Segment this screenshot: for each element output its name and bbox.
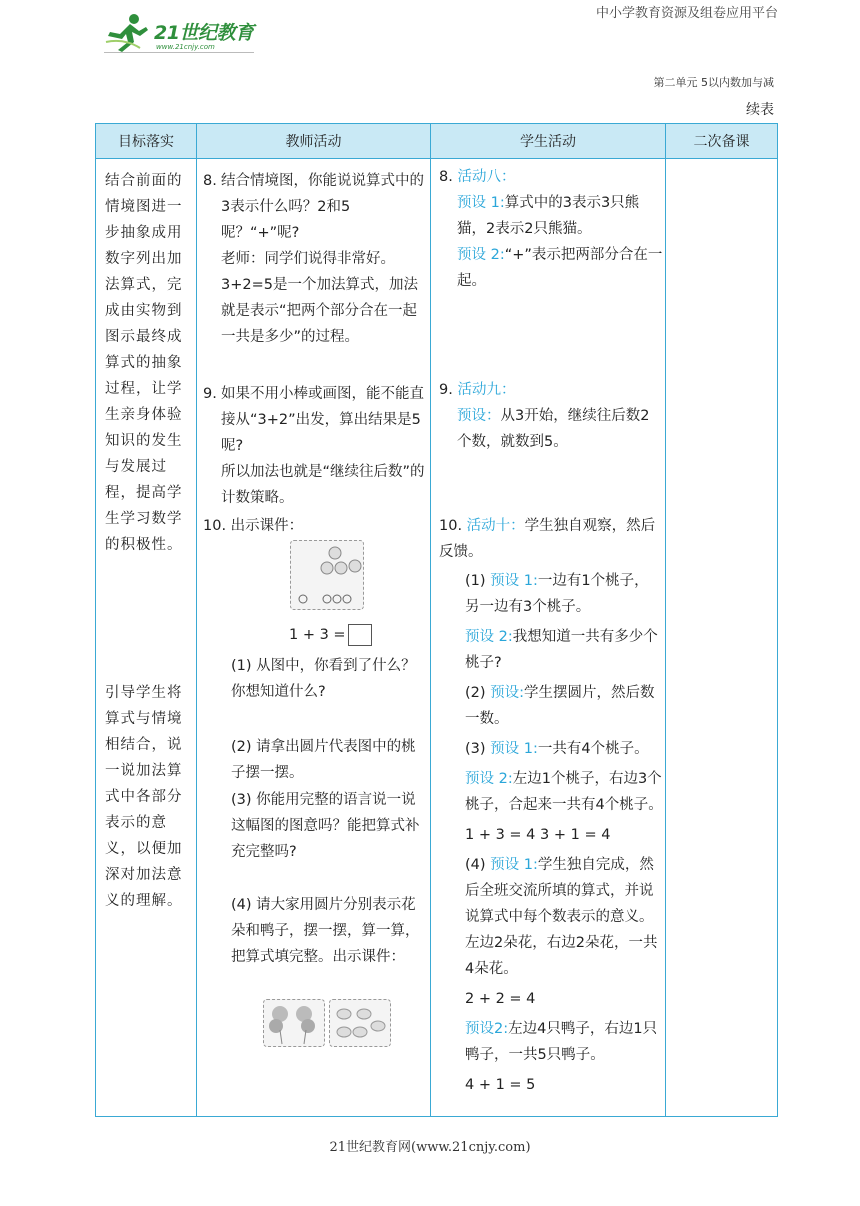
answer-box xyxy=(348,624,372,646)
teacher-item-9: 9. 如果不用小棒或画图，能不能直接从“3+2”出发，算出结果是5呢? 所以加法也就是“继续往后数”的计数策略。 xyxy=(203,386,425,506)
lesson-table xyxy=(95,123,778,1117)
teacher-q1: (1) 从图中，你看到了什么？你想知道什么? xyxy=(231,658,416,700)
student-item-10: 10. 活动十：学生独自观察，然后反馈。 xyxy=(439,518,656,560)
teacher-q4: (4) 请大家用圆片分别表示花朵和鸭子，摆一摆，算一算，把算式填完整。出示课件： xyxy=(231,897,420,965)
peach-drawing xyxy=(291,541,363,609)
equation-blank: 1 + 3 = xyxy=(289,622,372,648)
teacher-q3: (3) 你能用完整的语言说一说这幅图的图意吗？能把算式补充完整吗? xyxy=(231,792,420,860)
teacher-item-10: 10. 出示课件： xyxy=(203,518,304,534)
duck-image xyxy=(329,999,391,1047)
header-teacher: 教师活动 xyxy=(197,124,431,159)
goal-text-1: 结合前面的情境图进一步抽象成用数字列出加法算式，完成由实物到图示最终成算式的抽象过程，让学生亲身体验知识的发生与发展过程，提高学生学习数学的积极性。 xyxy=(105,173,183,553)
goal-cell xyxy=(96,159,197,1117)
student-item-8: 8. 活动八： 预设 1:算式中的3表示3只熊猫，2表示2只熊猫。 预设 2:“+”表示把两部分合在一起。 xyxy=(439,169,663,289)
header-divider xyxy=(104,52,254,53)
continued-label: 续表 xyxy=(746,102,774,118)
logo-text: 21世纪教育 xyxy=(154,22,254,44)
student-item-9: 9. 活动九： 预设：从3开始，继续往后数2个数，就数到5。 xyxy=(439,382,650,450)
flower-drawing xyxy=(264,1000,324,1046)
flower-image xyxy=(263,999,325,1047)
unit-title: 第二单元 5以内数加与减 xyxy=(653,76,774,89)
header-student: 学生活动 xyxy=(431,124,666,159)
page-footer: 21世纪教育网(www.21cnjy.com) xyxy=(329,1140,531,1155)
platform-name: 中小学教育资源及组卷应用平台 xyxy=(595,6,778,21)
notes-cell xyxy=(666,159,778,1117)
header-goal: 目标落实 xyxy=(96,124,197,159)
student-answers: (1) 预设 1:一边有1个桃子，另一边有3个桃子。 预设 2:我想知道一共有多少个桃子? (2) 预设:学生摆圆片，然后数一数。 (3) 预设 1:一共有4个桃子。 预设 2:左边1个桃子，右边3个桃子，合起来一共有4个桃子。 1 + 3 = 4 3 + 1 = 4 (4) 预设 1:学生独自完成，然后全班交流所填的算式，并说说算式中每个数表示的意义。左边2朵花，右边2朵花，一共4朵花。 2 + 2 = 4 预设2:左边4只鸭子，右边1只鸭子，一共5只鸭子。 4 + 1 = 5 xyxy=(465,573,663,1093)
header-notes: 二次备课 xyxy=(666,124,778,159)
teacher-item-8: 8. 结合情境图，你能说说算式中的3表示什么吗？2和5呢？“+”呢? 老师：同学们说得非常好。3+2=5是一个加法算式，加法就是表示“把两个部分合在一起一共是多少”的过程。 xyxy=(203,173,424,345)
teacher-cell xyxy=(197,159,431,1117)
student-cell xyxy=(431,159,666,1117)
peach-image xyxy=(290,540,364,610)
goal-text-2: 引导学生将算式与情境相结合，说一说加法算式中各部分表示的意义，以便加深对加法意义的理解。 xyxy=(105,685,183,909)
duck-drawing xyxy=(330,1000,390,1046)
logo-url: www.21cnjy.com xyxy=(156,43,215,51)
site-logo xyxy=(104,12,264,56)
runner-icon xyxy=(104,12,152,52)
teacher-q2: (2) 请拿出圆片代表图中的桃子摆一摆。 xyxy=(231,739,416,781)
